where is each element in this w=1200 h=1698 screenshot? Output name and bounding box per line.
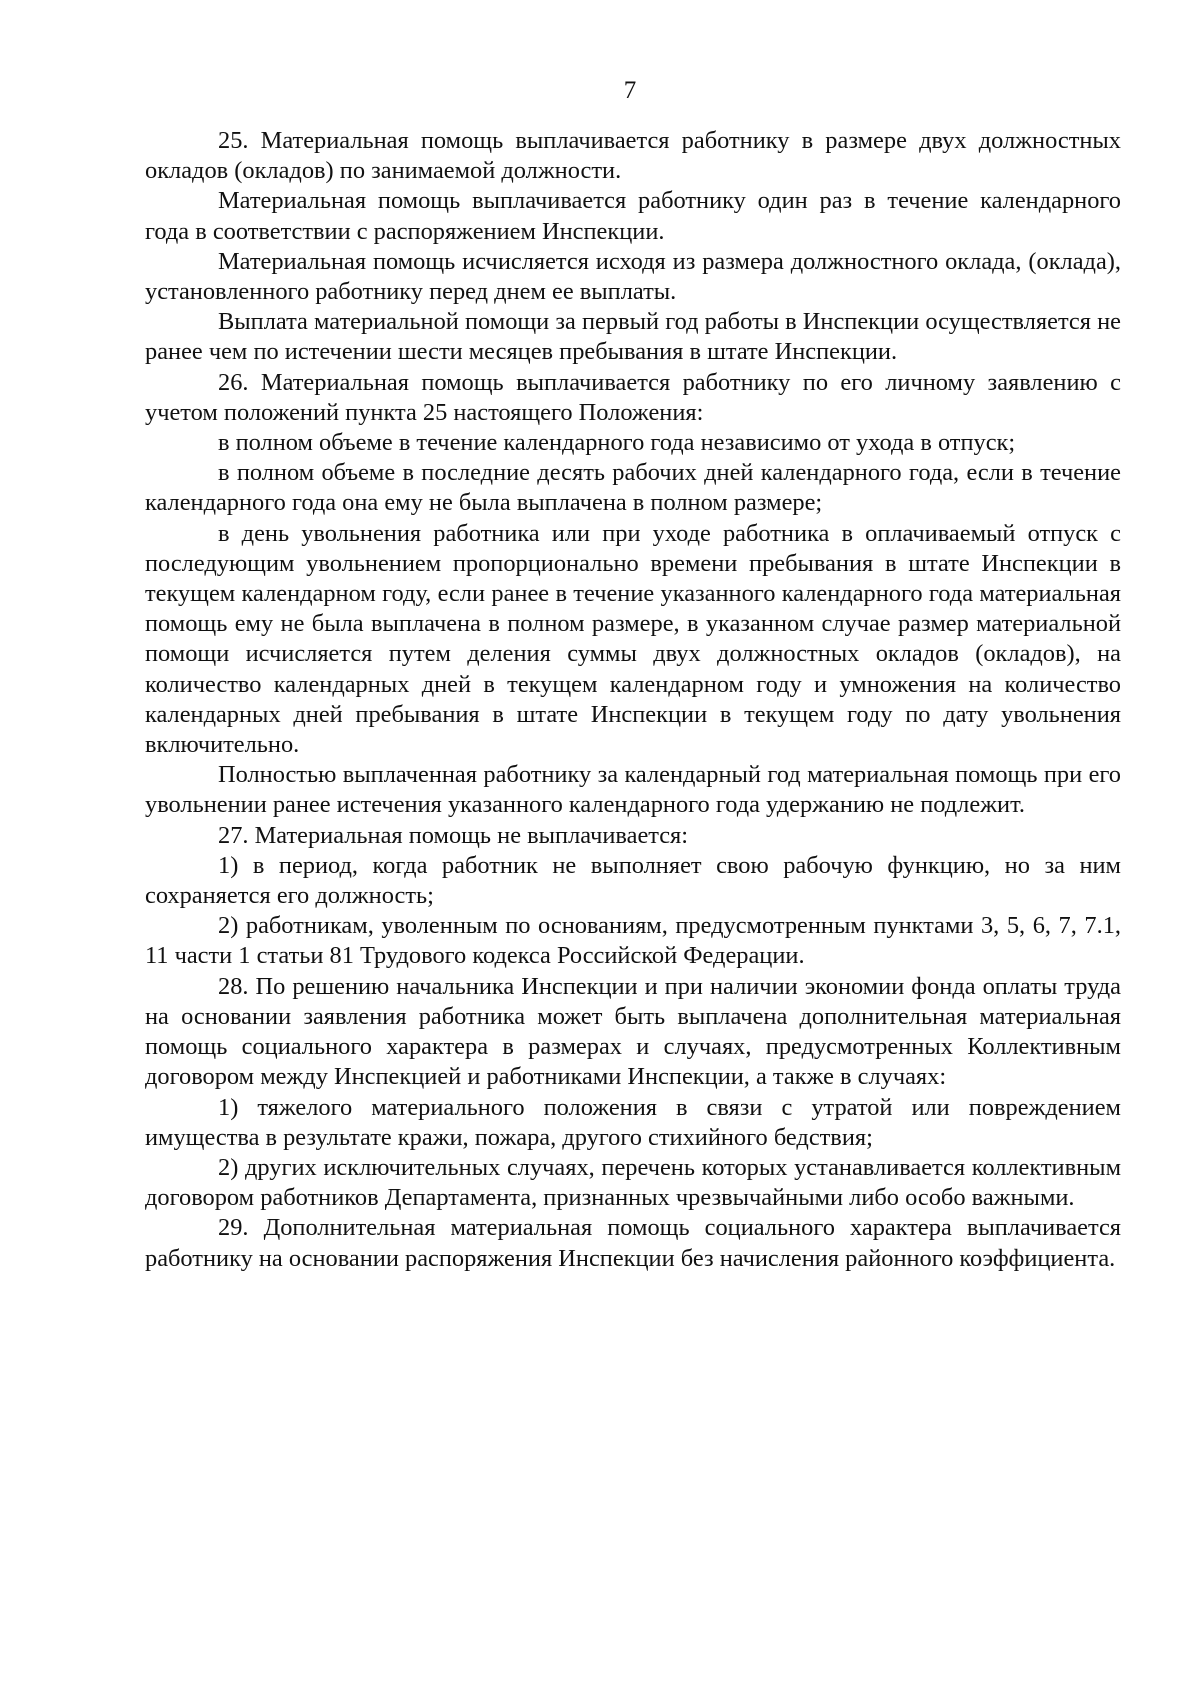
paragraph-26-dismissal: в день увольнения работника или при уходе работника в оплачиваемый отпуск с последующим увольнением пропорционально времени пребывания в штате Инспекции в текущем календарном году, если ранее в течение указанного календарного года материальная помощь ему не была выплачена в полном размере, в указанном случае размер материальной помощи исчисляется путем деления суммы двух должностных окладов (окладов), на количество календарных дней в текущем календарном году и умножения на количество календарных дней пребывания в штате Инспекции в текущем году по дату увольнения включительно. xyxy=(145,519,1121,759)
paragraph-25-amount: 25. Материальная помощь выплачивается работнику в размере двух должностных окладов (окладов) по занимаемой должности. xyxy=(145,127,1121,185)
paragraph-27-item-2: 2) работникам, уволенным по основаниям, предусмотренным пунктами 3, 5, 6, 7, 7.1, 11 части 1 статьи 81 Трудового кодекса Российской Федерации. xyxy=(145,912,1121,970)
paragraph-26-intro: 26. Материальная помощь выплачивается работнику по его личному заявлению с учетом положений пункта 25 настоящего Положения: xyxy=(145,368,1121,426)
paragraph-25-first-year: Выплата материальной помощи за первый год работы в Инспекции осуществляется не ранее чем по истечении шести месяцев пребывания в штате Инспекции. xyxy=(145,308,1121,366)
paragraph-27-item-1: 1) в период, когда работник не выполняет свою рабочую функцию, но за ним сохраняется его должность; xyxy=(145,851,1121,910)
paragraph-26-no-withholding: Полностью выплаченная работнику за календарный год материальная помощь при его увольнении ранее истечения указанного календарного года удержанию не подлежит. xyxy=(145,761,1121,819)
document-body xyxy=(145,126,1121,1274)
paragraph-28-item-2: 2) других исключительных случаях, перечень которых устанавливается коллективным договором работников Департамента, признанных чрезвычайными либо особо важными. xyxy=(145,1153,1121,1212)
paragraph-26-last-days: в полном объеме в последние десять рабочих дней календарного года, если в течение календарного года она ему не была выплачена в полном размере; xyxy=(145,459,1121,517)
paragraph-25-calculation: Материальная помощь исчисляется исходя из размера должностного оклада, (оклада), установленного работнику перед днем ее выплаты. xyxy=(145,247,1121,306)
paragraph-28-item-1: 1) тяжелого материального положения в связи с утратой или повреждением имущества в результате кражи, пожара, другого стихийного бедствия; xyxy=(145,1093,1121,1151)
paragraph-27-intro: 27. Материальная помощь не выплачивается: xyxy=(218,821,689,849)
paragraph-28-intro: 28. По решению начальника Инспекции и при наличии экономии фонда оплаты труда на основании заявления работника может быть выплачена дополнительная материальная помощь социального характера в размерах и случаях, предусмотренных Коллективным договором между Инспекцией и работниками Инспекции, а также в случаях: xyxy=(145,972,1121,1091)
paragraph-25-frequency: Материальная помощь выплачивается работнику один раз в течение календарного года в соответствии с распоряжением Инспекции. xyxy=(145,187,1121,245)
page-number: 7 xyxy=(623,77,637,104)
paragraph-26-full-amount: в полном объеме в течение календарного года независимо от ухода в отпуск; xyxy=(218,429,1016,457)
paragraph-29: 29. Дополнительная материальная помощь социального характера выплачивается работнику на основании распоряжения Инспекции без начисления районного коэффициента. xyxy=(145,1214,1121,1272)
